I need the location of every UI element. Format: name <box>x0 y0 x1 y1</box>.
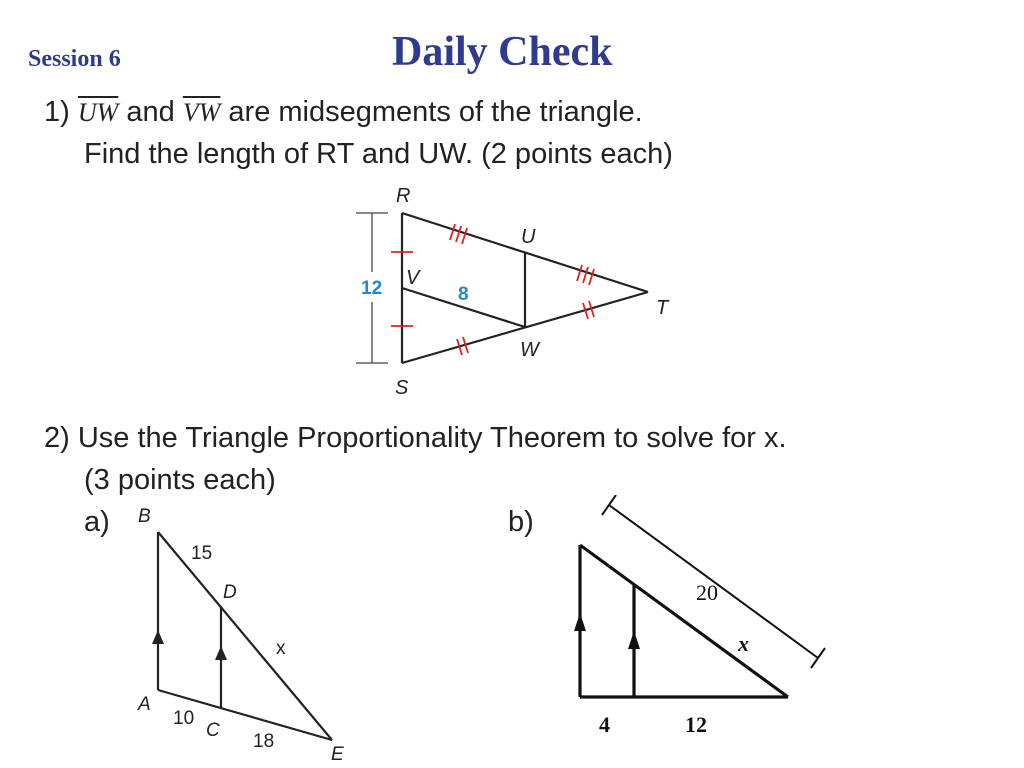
figure-a <box>120 500 380 768</box>
q1-line-2: Find the length of RT and UW. (2 points each) <box>84 138 673 170</box>
label-e: E <box>331 744 344 765</box>
hypotenuse <box>580 545 788 697</box>
page-title: Daily Check <box>392 29 613 75</box>
q2-line-1: 2) Use the Triangle Proportionality Theorem to solve for x. <box>44 422 787 454</box>
label-b: B <box>138 506 151 527</box>
label-v: V <box>406 267 420 289</box>
length-base-left: 4 <box>599 712 610 737</box>
part-a-label: a) <box>84 506 110 538</box>
figure-b <box>560 495 860 750</box>
session-label: Session 6 <box>28 46 121 72</box>
q1-line-1 <box>44 96 643 129</box>
length-ac: 10 <box>173 708 195 729</box>
length-x: x <box>738 631 749 656</box>
label-c: C <box>206 720 220 741</box>
label-s: S <box>395 377 409 399</box>
part-b-label: b) <box>508 506 534 538</box>
length-hypotenuse: 20 <box>696 580 718 605</box>
label-r: R <box>396 185 411 207</box>
length-ce: 18 <box>253 731 275 752</box>
label-a: A <box>138 694 151 715</box>
segment-vw: $\overline{VW}$ <box>182 98 221 127</box>
length-de: x <box>276 638 286 659</box>
length-bd: 15 <box>191 543 213 564</box>
triangle-rst-figure <box>340 180 680 400</box>
label-u: U <box>521 226 536 248</box>
q1-and: and <box>126 96 175 128</box>
length-base-right: 12 <box>685 712 707 737</box>
parallel-arrows <box>152 630 227 660</box>
parallel-arrows <box>574 613 640 649</box>
midsegment-length-label: 8 <box>458 284 469 305</box>
label-d: D <box>223 582 237 603</box>
segment-uw: $\overline{UW}$ <box>77 98 119 127</box>
q1-number: 1) <box>44 96 70 128</box>
q2-line-2: (3 points each) <box>84 464 276 496</box>
label-w: W <box>520 339 539 361</box>
label-t: T <box>656 297 669 319</box>
q1-text-after: are midsegments of the triangle. <box>228 96 643 128</box>
congruence-ticks <box>391 224 594 355</box>
side-length-label: 12 <box>361 278 383 299</box>
